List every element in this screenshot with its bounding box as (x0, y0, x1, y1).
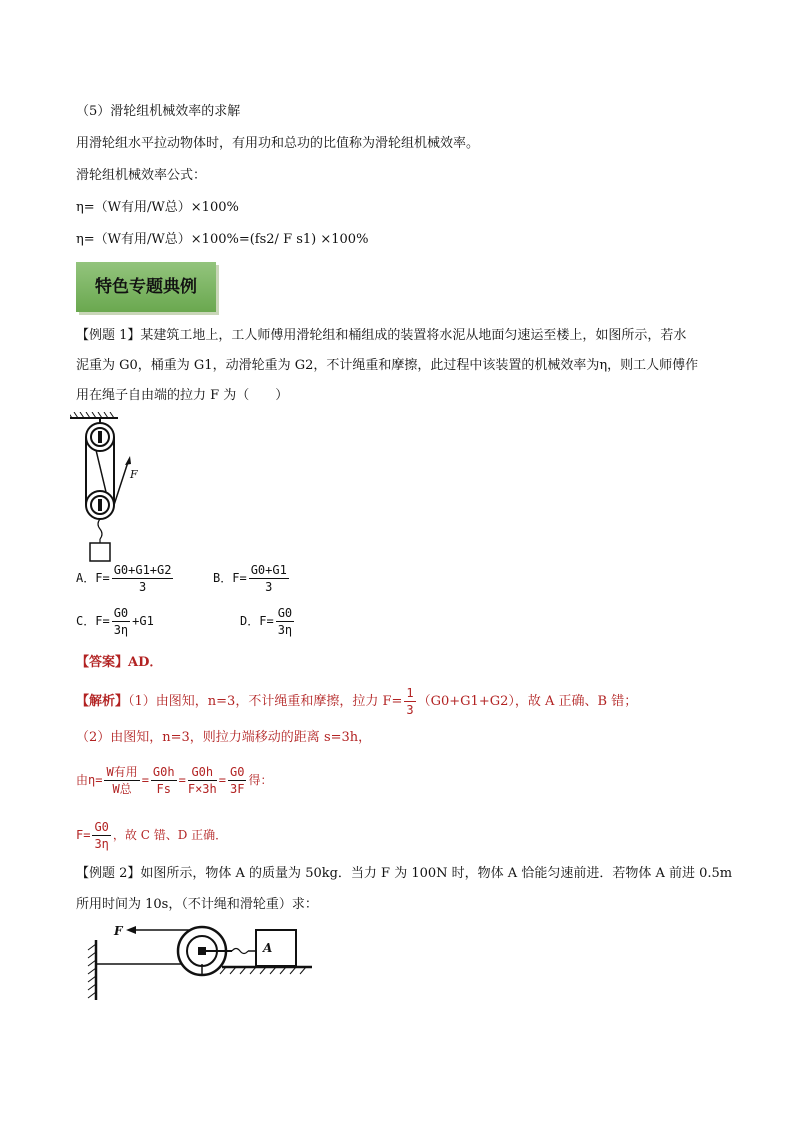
equation-f1-numerator: W有用 (106, 765, 138, 779)
analysis-line1 (76, 684, 637, 720)
figure2-block-label: A (263, 941, 273, 955)
result-line (76, 815, 227, 855)
option-b-numerator: G0+G1 (250, 563, 287, 577)
option-a (76, 562, 175, 595)
efficiency-equation: 由η= $\frac{\text{W有用}}{\text{W总}}$ = $\frac{G0h}{Fs}$ = $\frac{G0h}{F\times 3h}$ = $\frac{G0}{3F}$ 得： (76, 765, 273, 796)
option-c-denominator: 3η (113, 623, 129, 637)
equation-suffix: 得： (248, 773, 273, 787)
option-a-numerator: G0+G1+G2 (113, 563, 172, 577)
equation-prefix: 由η= (76, 773, 103, 787)
analysis1-numerator: 1 (406, 686, 414, 700)
example1-line1: 【例题 1】某建筑工地上，工人师傅用滑轮组和桶组成的装置将水泥从地面匀速运至楼上，如图所示，若水 (76, 328, 687, 343)
equation-fraction-4 (228, 764, 246, 797)
answer: 【答案】AD． (76, 655, 163, 670)
example1-line2: 泥重为 G0，桶重为 G1，动滑轮重为 G2，不计绳重和摩擦，此过程中该装置的机械效率为η，则工人师傅作 (76, 358, 699, 373)
option-b (213, 562, 291, 595)
option-c-prefix: C．F= (76, 614, 110, 628)
option-d-denominator: 3η (277, 623, 293, 637)
option-b-prefix: B．F= (213, 571, 247, 585)
option-a-fraction (112, 562, 174, 595)
option-c-fraction (112, 605, 130, 638)
analysis1-denominator: 3 (406, 703, 414, 717)
result-suffix: ，故 C 错、D 正确． (112, 828, 228, 842)
option-c (76, 605, 154, 638)
analysis-line2: （2）由图知，n=3，则拉力端移动的距离 s=3h， (76, 730, 372, 745)
figure2-force-label: F (114, 924, 123, 938)
equation-f3-numerator: G0h (188, 764, 217, 781)
example2-line2: 所用时间为 10s，（不计绳和滑轮重）求： (76, 897, 318, 912)
equation-fraction-3 (188, 764, 217, 797)
result-denominator: 3η (94, 837, 109, 851)
analysis-tag: 【解析】 (76, 694, 129, 709)
analysis1-text-a: （1）由图知，n=3，不计绳重和摩擦，拉力 F= (128, 694, 403, 709)
equation-f4-numerator: G0 (229, 765, 245, 779)
example2-line1: 【例题 2】如图所示，物体 A 的质量为 50kg．当力 F 为 100N 时，物体 A 恰能匀速前进．若物体 A 前进 0.5m (76, 866, 733, 881)
option-c-suffix: +G1 (132, 614, 154, 628)
equation-f1-denominator: W总 (112, 782, 132, 796)
option-b-fraction (249, 562, 289, 595)
option-d-fraction (276, 605, 294, 638)
equation-f4-denominator: 3F (229, 782, 245, 796)
result-prefix: F= (76, 828, 91, 842)
option-d (240, 605, 296, 638)
figure1-force-label: F (130, 468, 138, 481)
section-heading: （5）滑轮组机械效率的求解 (76, 104, 241, 119)
result-numerator: G0 (94, 820, 109, 834)
equation-fraction-1 (104, 764, 139, 797)
formula-1: η=（W有用/W总）×100% (76, 200, 239, 215)
equation-f2-numerator: G0h (152, 765, 175, 779)
option-d-prefix: D．F= (240, 614, 274, 628)
section-banner: 特色专题典例 (76, 262, 216, 312)
option-a-prefix: A．F= (76, 571, 110, 585)
formula-2: η=（W有用/W总）×100%=(fs2/ F s1) ×100% (76, 232, 369, 247)
pulley-system-figure (70, 412, 160, 562)
option-d-numerator: G0 (277, 606, 293, 620)
equation-f3-denominator: F×3h (187, 782, 217, 796)
example1-line3: 用在绳子自由端的拉力 F 为（ ） (76, 388, 289, 403)
efficiency-definition: 用滑轮组水平拉动物体时，有用功和总功的比值称为滑轮组机械效率。 (76, 136, 480, 151)
formula-label: 滑轮组机械效率公式： (76, 168, 207, 183)
option-c-numerator: G0 (113, 606, 129, 620)
option-b-denominator: 3 (265, 580, 273, 594)
analysis1-text-b: （G0+G1+G2），故 A 正确、B 错； (417, 694, 638, 709)
option-a-denominator: 3 (138, 580, 147, 594)
result-fraction (92, 819, 110, 852)
equation-fraction-2 (151, 764, 177, 797)
equation-f2-denominator: Fs (156, 782, 171, 796)
analysis1-fraction (404, 685, 415, 718)
